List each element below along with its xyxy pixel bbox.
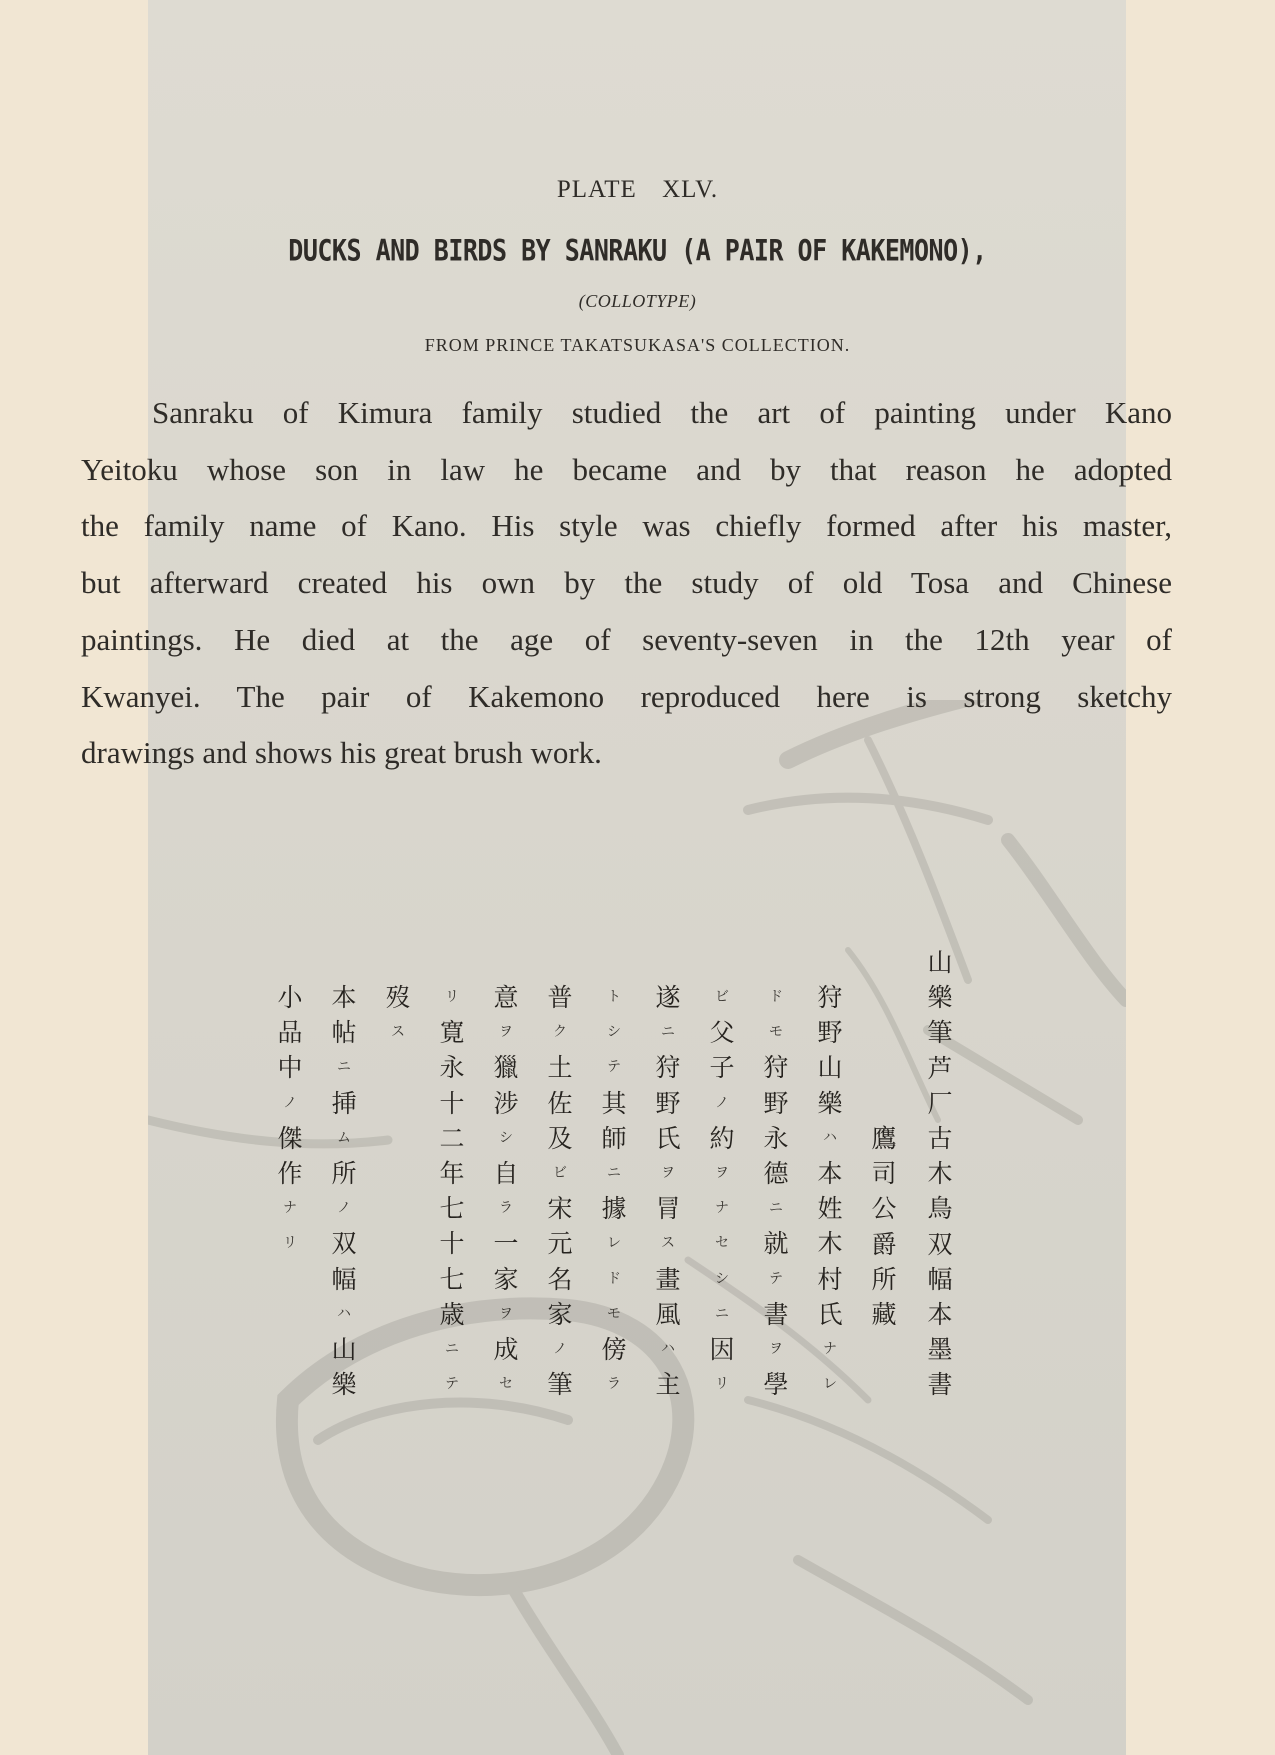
kanbun-column: 本 帖 ニ 挿 ム 所 ノ 双 幅 ハ 山 樂: [331, 983, 357, 1400]
process-note: (COLLOTYPE): [578, 291, 697, 311]
english-description: [81, 385, 1172, 782]
description-line: drawings and shows his great brush work.: [81, 735, 602, 771]
kanbun-column: ド モ 狩 野 永 德 ニ 就 テ 書 ヲ 學: [763, 989, 789, 1400]
description-line: Sanraku of Kimura family studied the art of painting under Kano: [152, 395, 1172, 430]
kanbun-column: 歿 ス: [385, 983, 411, 1041]
description-line: the family name of Kano. His style was chiefly formed after his master,: [81, 508, 1172, 544]
kanbun-column: 普 ク 土 佐 及 ビ 宋 元 名 家 ノ 筆: [547, 983, 573, 1400]
description-line: Kwanyei. The pair of Kakemono reproduced here is strong sketchy: [81, 678, 1172, 714]
kanbun-column: ト シ テ 其 師 ニ 據 レ ド モ 傍 ラ: [601, 989, 627, 1393]
kanbun-column: 山 樂 筆 芦 厂 古 木 鳥 双 幅 本 墨 書: [927, 948, 953, 1400]
kanbun-column: 鷹 司 公 爵 所 藏: [871, 1124, 897, 1329]
plate-number: PLATE XLV.: [556, 176, 719, 203]
kanbun-column: ビ 父 子 ノ 約 ヲ ナ セ シ ニ 因 リ: [709, 989, 735, 1393]
kanbun-column: 意 ヲ 獵 涉 シ 自 ラ 一 家 ヲ 成 セ: [493, 983, 519, 1393]
kanbun-column: 狩 野 山 樂 ハ 本 姓 木 村 氏 ナ レ: [817, 983, 843, 1393]
kanbun-column: リ 寛 永 十 二 年 七 十 七 歳 ニ テ: [439, 989, 465, 1393]
japanese-description: [277, 945, 960, 1415]
kanbun-column: 小 品 中 ノ 傑 作 ナ リ: [277, 983, 303, 1252]
description-line: paintings. He died at the age of seventy-seven in the 12th year of: [81, 621, 1172, 657]
kanbun-column: 遂 ニ 狩 野 氏 ヲ 冐 ス 畫 風 ハ 主: [655, 983, 681, 1400]
description-line: Yeitoku whose son in law he became and by that reason he adopted: [81, 451, 1172, 487]
collection-note: FROM PRINCE TAKATSUKASA'S COLLECTION.: [424, 335, 851, 355]
description-line: but afterward created his own by the study of old Tosa and Chinese: [81, 565, 1172, 601]
plate-title: DUCKS AND BIRDS BY SANRAKU (A PAIR OF KAKEMONO),: [288, 233, 987, 268]
